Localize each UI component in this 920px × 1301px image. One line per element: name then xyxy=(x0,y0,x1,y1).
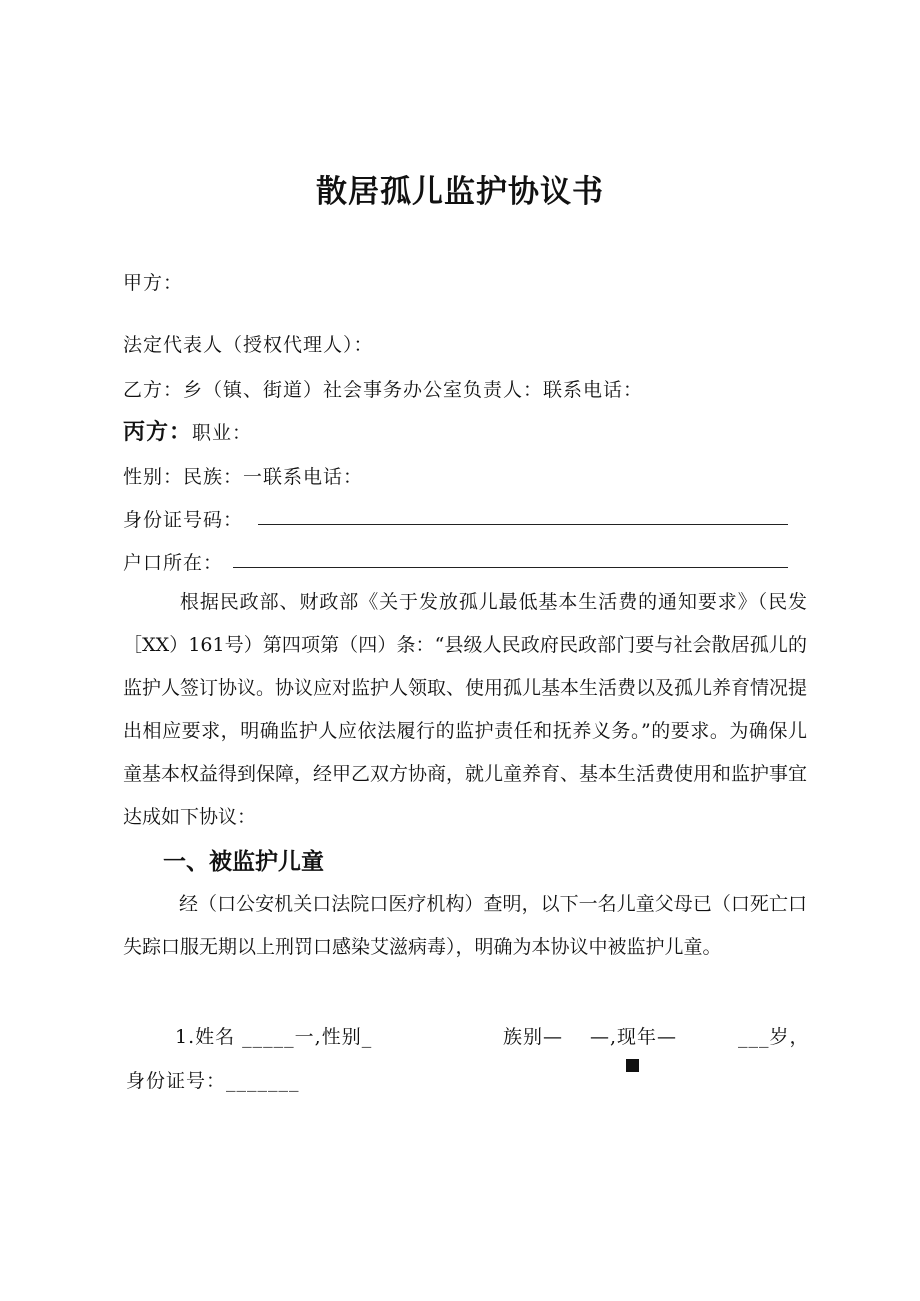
hukou-blank xyxy=(233,567,788,568)
party-a-label: 甲方： xyxy=(123,272,184,294)
id-number-label: 身份证号码： xyxy=(123,509,244,531)
child-name-gender: 1.姓名 _____一,性别_ xyxy=(175,1026,373,1048)
legal-representative-label: 法定代表人（授权代理人）： xyxy=(123,334,374,356)
document-title: 散居孤儿监护协议书 xyxy=(316,174,604,210)
intro-paragraph-text: 根据民政部、财政部《关于发放孤儿最低基本生活费的通知要求》（民发［XX）161号）第四项第（四）条：“县级人民政府民政部门要与社会散居孤儿的监护人签订协议。协议应对监护人领取、使用孤儿基本生活费以及孤儿养育情况提出相应要求，明确监护人应依法履行的监护责任和抚养义务。”的要求。为确保儿童基本权益得到保障，经甲乙双方协商，就儿童养育、基本生活费使用和监护事宜达成如下协议： xyxy=(123,591,808,828)
section-1-paragraph-text: 经（口公安机关口法院口医疗机构）查明，以下一名儿童父母已（口死亡口失踪口服无期以上刑罚口感染艾滋病毒），明确为本协议中被监护儿童。 xyxy=(123,893,807,958)
section-1-paragraph xyxy=(123,883,807,969)
gender-ethnic-phone-line: 性别：民族：一联系电话： xyxy=(123,466,364,488)
black-square-mark xyxy=(626,1059,639,1072)
section-1-heading: 一、被监护儿童 xyxy=(163,849,324,875)
child-ethnic: 族别— xyxy=(503,1026,564,1048)
child-age-prefix: —,现年— xyxy=(590,1026,678,1048)
intro-paragraph xyxy=(123,581,807,839)
occupation-label: 职业： xyxy=(192,422,253,444)
child-id-number: 身份证号：_______ xyxy=(126,1070,300,1092)
hukou-label: 户口所在： xyxy=(123,552,224,574)
child-age-suffix: ___岁， xyxy=(738,1026,810,1048)
party-b-line: 乙方：乡（镇、街道）社会事务办公室负责人：联系电话： xyxy=(123,379,644,401)
party-c-line xyxy=(123,415,252,446)
id-number-blank xyxy=(258,524,788,525)
party-c-label: 丙方： xyxy=(123,420,193,445)
